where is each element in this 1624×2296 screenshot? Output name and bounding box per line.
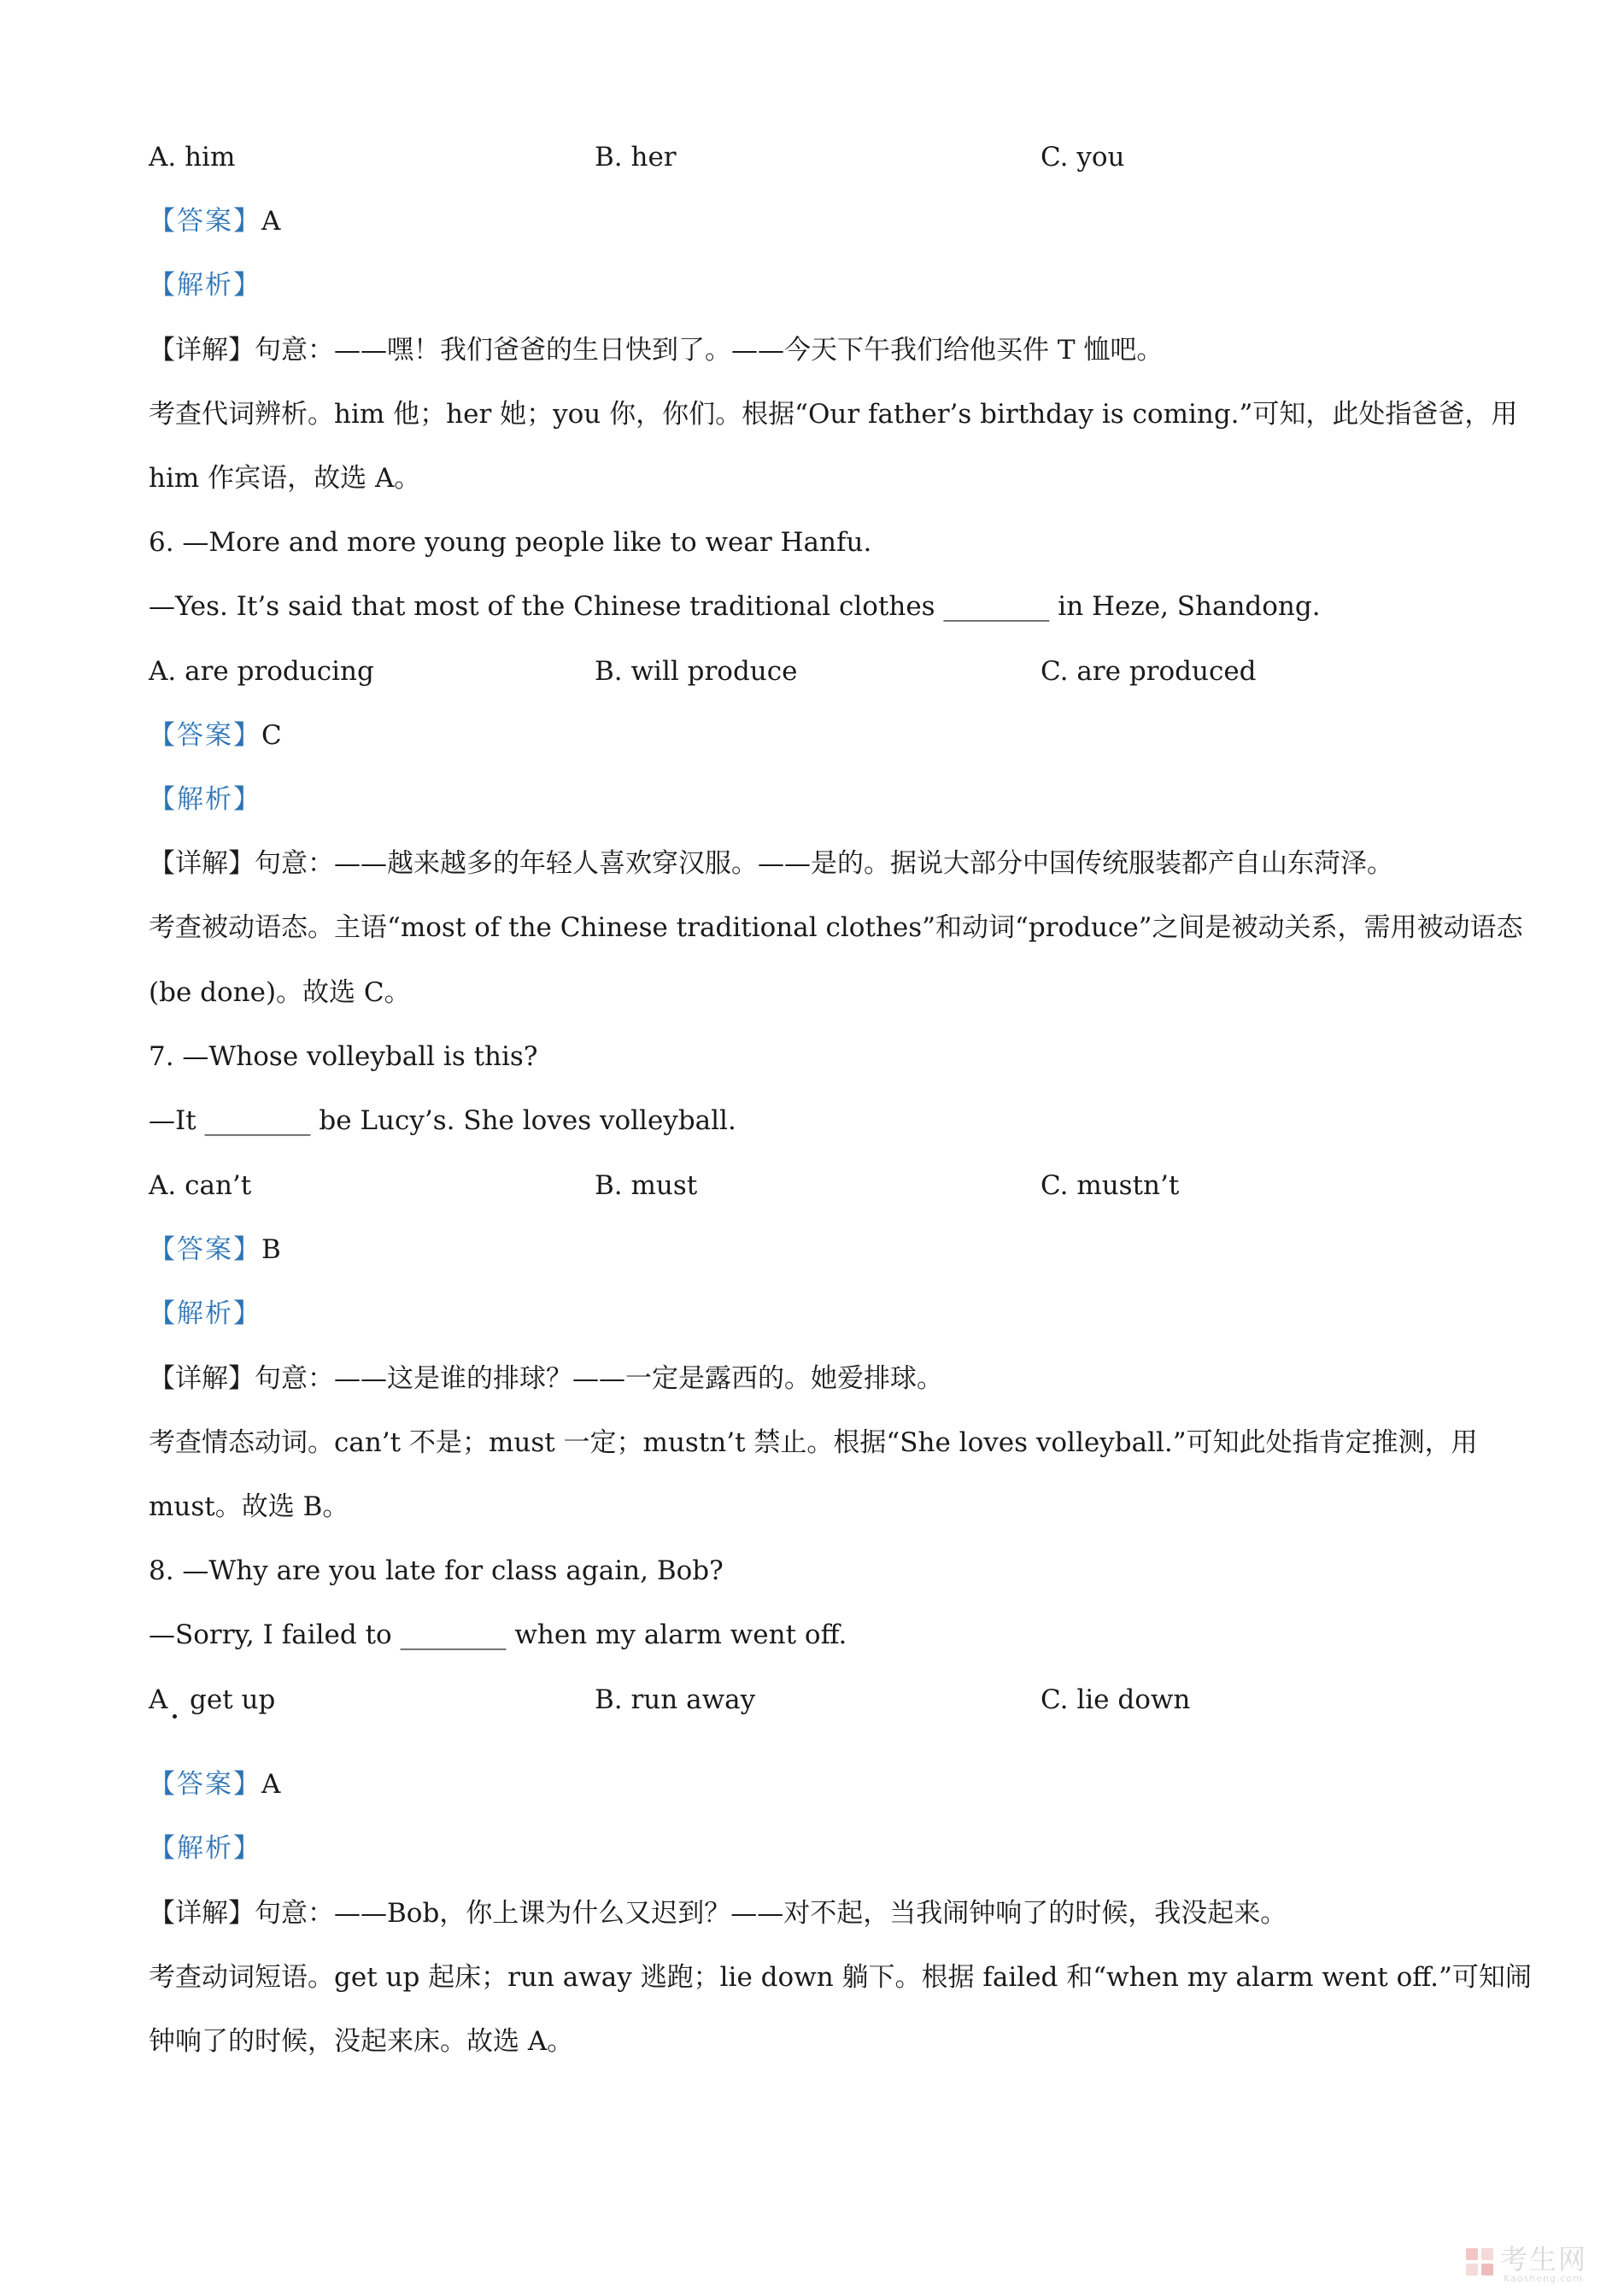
q6-analysis-tag: 【解析】 [149,784,261,815]
q8-option-c: C. lie down [1041,1684,1191,1715]
q6-answer-line [149,718,282,753]
q6-detail: 【详解】句意：——越来越多的年轻人喜欢穿汉服。——是的。据说大部分中国传统服装都产自山东菏泽。 [149,848,1393,879]
answer-tag: 【答案】 [149,206,261,237]
q8-explain-2: 钟响了的时候，没起来床。故选 A。 [149,2026,574,2057]
q8-stem-2: —Sorry, I failed to ________ when my alarm went off. [149,1620,847,1650]
q8-option-b: B. run away [595,1684,756,1715]
logo-mark-icon [1464,2246,1495,2277]
answer-tag: 【答案】 [149,1234,261,1265]
q8-analysis-tag: 【解析】 [149,1833,261,1864]
q8-answer: A [261,1769,281,1800]
q8-detail: 【详解】句意：——Bob，你上课为什么又迟到？——对不起，当我闹钟响了的时候，我没起来。 [149,1898,1287,1929]
q6-option-c: C. are produced [1041,656,1257,687]
q8-stem-1: 8. —Why are you late for class again, Bob? [149,1555,724,1586]
q6-explain-1: 考查被动语态。主语“most of the Chinese traditional clothes”和动词“produce”之间是被动关系，需用被动语态 [149,912,1523,943]
q7-answer: B [261,1234,281,1265]
q8-option-a-dot [173,1714,177,1719]
q6-stem-1: 6. —More and more young people like to wear Hanfu. [149,527,872,558]
answer-tag: 【答案】 [149,720,261,751]
q7-stem-2: —It ________ be Lucy’s. She loves volleyball. [149,1105,736,1136]
q7-option-c: C. mustn’t [1041,1170,1180,1201]
q6-explain-2: (be done)。故选 C。 [149,977,411,1008]
q7-analysis-tag: 【解析】 [149,1298,261,1329]
q8-answer-line [149,1767,280,1801]
q5-analysis-tag: 【解析】 [149,270,261,301]
q6-option-a: A. are producing [149,656,374,687]
q6-option-b: B. will produce [595,656,798,687]
q8-explain-1: 考查动词短语。get up 起床；run away 逃跑；lie down 躺下。根据 failed 和“when my alarm went off.”可知闹 [149,1962,1532,1993]
q7-detail: 【详解】句意：——这是谁的排球？——一定是露西的。她爱排球。 [149,1363,943,1394]
q7-explain-1: 考查情态动词。can’t 不是；must 一定；mustn’t 禁止。根据“She loves volleyball.”可知此处指肯定推测，用 [149,1427,1478,1458]
q8-option-a-letter: A [149,1684,168,1715]
q7-explain-2: must。故选 B。 [149,1491,349,1522]
q5-option-c: C. you [1041,142,1125,173]
q7-stem-1: 7. —Whose volleyball is this? [149,1041,538,1072]
q5-option-a: A. him [149,142,236,173]
q5-option-b: B. her [595,142,677,173]
q5-explain-2: him 作宾语，故选 A。 [149,463,421,494]
q7-answer-line [149,1233,281,1267]
q8-option-a-text: get up [190,1684,276,1715]
q5-answer: A [261,206,281,237]
q5-explain-1: 考查代词辨析。him 他；her 她；you 你，你们。根据“Our father’s birthday is coming.”可知，此处指爸爸，用 [149,399,1518,430]
watermark-subtext: Kaosheng.com [1504,2273,1583,2284]
q5-answer-line [149,204,280,238]
watermark-text: 考生网 [1500,2243,1588,2276]
q5-detail: 【详解】句意：——嘿！我们爸爸的生日快到了。——今天下午我们给他买件 T 恤吧。 [149,335,1164,366]
q6-answer: C [261,720,282,751]
q6-stem-2: —Yes. It’s said that most of the Chinese traditional clothes ________ in Heze, Shandong. [149,591,1321,622]
q7-option-a: A. can’t [149,1170,252,1201]
q7-option-b: B. must [595,1170,698,1201]
watermark-logo [1464,2243,1609,2287]
answer-tag: 【答案】 [149,1769,261,1800]
